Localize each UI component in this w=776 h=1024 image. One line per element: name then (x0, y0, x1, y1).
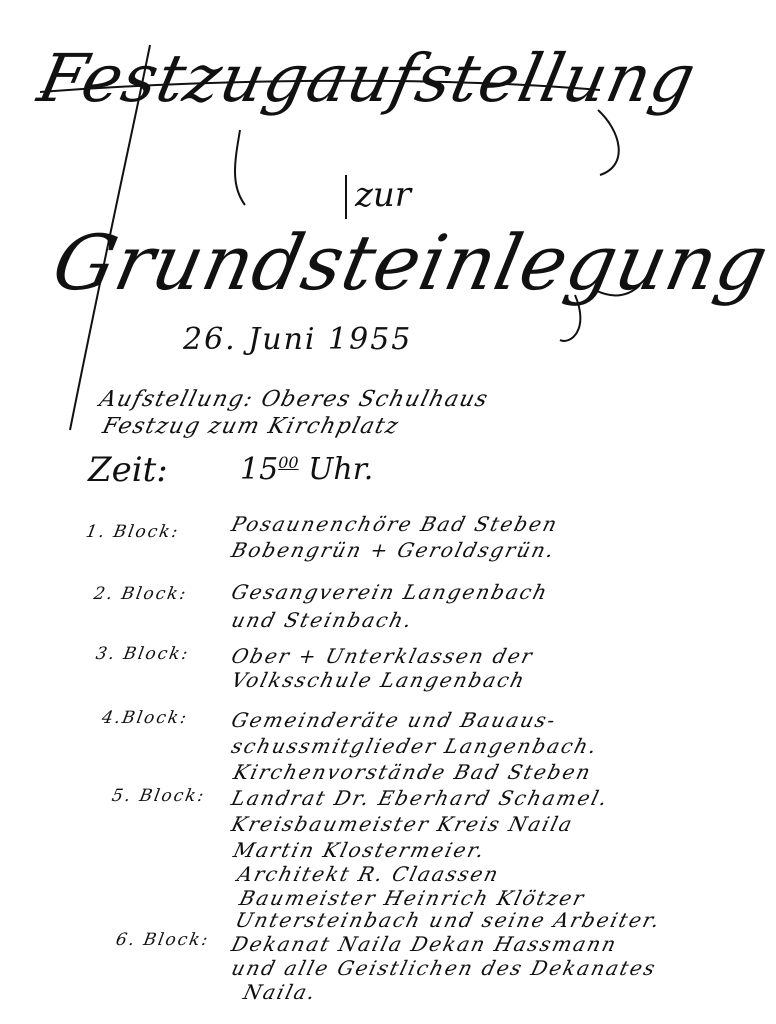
block-5-line-6: Untersteinbach und seine Arbeiter. (233, 908, 664, 932)
aufstellung-line: Aufstellung: Oberes Schulhaus (96, 387, 492, 412)
zeit-value (240, 452, 373, 487)
block-6-line-2: und alle Geistlichen des Dekanates (229, 956, 660, 980)
zeit-unit: Uhr. (308, 452, 374, 487)
block-4-line-1: Gemeinderäte und Bauaus- (229, 708, 560, 732)
block-1-line-2: Bobengrün + Geroldsgrün. (229, 538, 559, 562)
block-5-line-2: Kreisbaumeister Kreis Naila (229, 812, 577, 836)
title-line-3: Grundsteinlegung (45, 218, 776, 307)
block-5-line-1: Landrat Dr. Eberhard Schamel. (229, 786, 612, 810)
zeit-minutes: 00 (278, 453, 299, 472)
block-6-line-1: Dekanat Naila Dekan Hassmann (229, 932, 621, 956)
block-4-label: 4.Block: (100, 708, 190, 728)
zeit-label: Zeit: (88, 450, 168, 490)
block-6-label: 6. Block: (114, 930, 212, 950)
zeit-hour: 15 (240, 452, 279, 487)
title-line-2 (345, 175, 411, 219)
block-2-label: 2. Block: (92, 584, 190, 604)
title-line-1: Festzugaufstellung (31, 40, 703, 117)
festzug-line: Festzug zum Kirchplatz (99, 414, 402, 439)
block-3-line-2: Volksschule Langenbach (229, 668, 529, 692)
block-1-line-1: Posaunenchöre Bad Steben (229, 512, 562, 536)
block-2-line-1: Gesangverein Langenbach (229, 580, 552, 604)
block-6-line-3: Naila. (241, 980, 320, 1004)
block-4-line-3: Kirchenvorstände Bad Steben (231, 760, 595, 784)
block-3-line-1: Ober + Unterklassen der (229, 644, 537, 668)
block-4-line-2: schussmitglieder Langenbach. (229, 734, 601, 758)
block-5-line-4: Architekt R. Claassen (235, 862, 503, 886)
title-line-2-text: zur (355, 175, 412, 215)
date: 26. Juni 1955 (183, 322, 413, 357)
block-3-label: 3. Block: (94, 644, 192, 664)
pen-stroke (345, 175, 347, 219)
block-5-line-5: Baumeister Heinrich Klötzer (237, 886, 589, 910)
block-2-line-2: und Steinbach. (229, 608, 416, 632)
block-5-line-3: Martin Klostermeier. (231, 838, 489, 862)
block-1-label: 1. Block: (84, 522, 182, 542)
block-5-label: 5. Block: (110, 786, 208, 806)
